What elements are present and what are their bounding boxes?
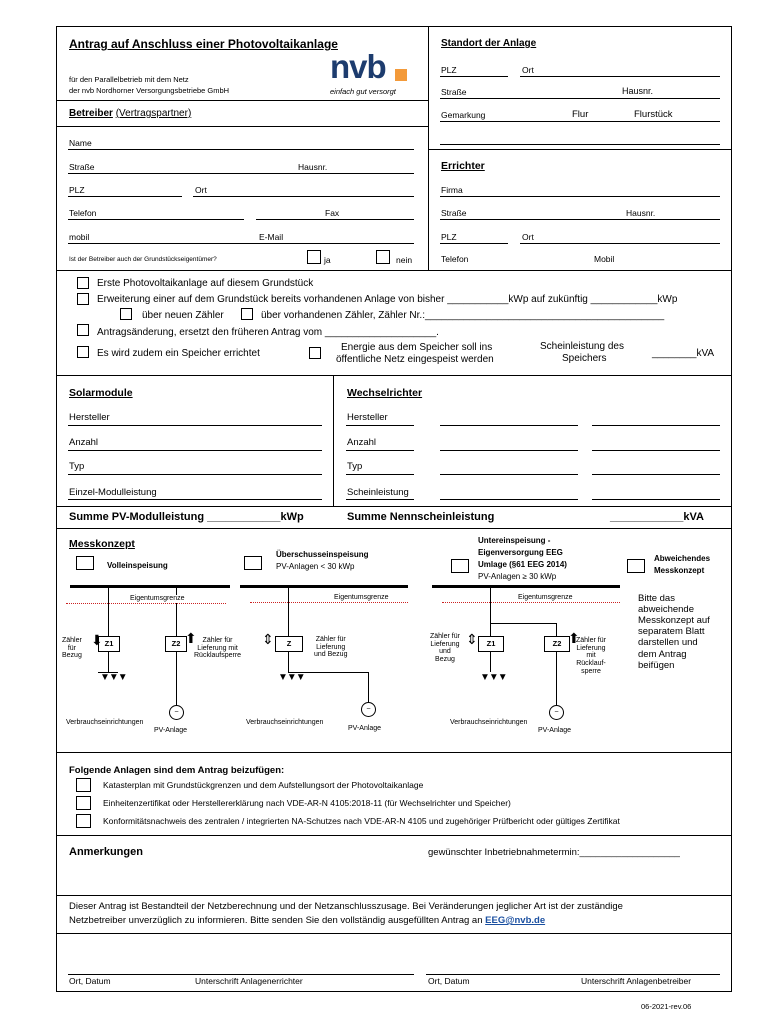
wire: [490, 588, 491, 672]
divider: [56, 126, 428, 127]
solar-typ-label: Typ: [69, 461, 85, 472]
arrow-up-icon: ⬆: [568, 630, 580, 646]
unter-line4: PV-Anlagen ≥ 30 kWp: [478, 572, 557, 581]
signature-line-left[interactable]: [68, 974, 414, 975]
logo-text: nvb: [330, 48, 386, 85]
wr-hersteller-label: Hersteller: [347, 412, 388, 423]
errichter-strasse-field[interactable]: [440, 219, 720, 220]
solar-typ-field[interactable]: [68, 474, 322, 475]
ja-checkbox[interactable]: [307, 250, 321, 264]
arrow-up-icon: ⬆: [185, 630, 197, 646]
errichter-telefon-label: Telefon: [441, 254, 469, 264]
pv-generator-icon: ~: [169, 705, 184, 720]
einzel-label: Einzel-Modulleistung: [69, 487, 157, 498]
vertical-divider: [333, 375, 334, 506]
fax-field[interactable]: [256, 219, 414, 220]
divider: [56, 752, 732, 753]
ja-label: ja: [324, 255, 331, 265]
voll-checkbox[interactable]: [76, 556, 94, 570]
divider: [56, 895, 732, 896]
divider: [56, 506, 732, 507]
zaehler-lb-label: Zähler für Lieferung und Bezug: [314, 636, 348, 659]
flurstueck-label: Flurstück: [634, 109, 673, 120]
email-label: E-Mail: [259, 232, 284, 242]
z2-meter: Z2: [544, 636, 570, 652]
standort-title: Standort der Anlage: [441, 38, 537, 49]
abweichend-checkbox[interactable]: [627, 559, 645, 573]
name-label: Name: [69, 138, 92, 148]
telefon-label: Telefon: [69, 208, 97, 218]
divider: [56, 100, 428, 101]
wire: [368, 672, 369, 702]
wr-anzahl-label: Anzahl: [347, 437, 377, 448]
ort-datum1: Ort, Datum: [69, 976, 111, 986]
neuer-zaehler-checkbox[interactable]: [120, 308, 132, 320]
solar-anzahl-label: Anzahl: [69, 437, 99, 448]
wire: [288, 588, 289, 672]
wire: [490, 623, 556, 624]
pv-label: PV-Anlage: [154, 727, 188, 734]
footer-note-line1: Dieser Antrag ist Bestandteil der Netzberechnung und der Netzanschlusszusage. Bei Veränderungen jeglicher Art ist der zuständige: [69, 901, 623, 912]
diagram-ueberschuss: [240, 585, 410, 741]
ort-field[interactable]: [193, 196, 414, 197]
load-arrows-icon: ▼▼▼: [278, 672, 305, 683]
ueber-checkbox[interactable]: [244, 556, 262, 570]
energie-line2: öffentliche Netz eingespeist werden: [336, 354, 494, 365]
revision-label: 06-2021-rev.06: [641, 1002, 692, 1011]
divider: [56, 270, 732, 271]
nein-label: nein: [396, 255, 413, 265]
unter-checkbox[interactable]: [451, 559, 469, 573]
footer-note-line2-wrap: [69, 916, 545, 927]
wr-field[interactable]: [346, 474, 414, 475]
anlage1-label: Katasterplan mit Grundstückgrenzen und dem Aufstellungsort der Photovoltaikanlage: [103, 780, 424, 790]
divider: [56, 375, 732, 376]
load-arrows-icon: ▼▼▼: [100, 672, 127, 683]
solar-hersteller-field[interactable]: [68, 425, 322, 426]
energie-checkbox[interactable]: [309, 347, 321, 359]
eigentum-label: Eigentumsgrenze: [334, 594, 389, 601]
zaehler-lb2-label: Zähler für Lieferung und Bezug: [430, 633, 460, 664]
betreiber-heading: [69, 108, 191, 119]
diagram-untereinspeisung: [432, 585, 622, 741]
email-link[interactable]: EEG@nvb.de: [485, 915, 546, 926]
strasse-field[interactable]: [68, 173, 414, 174]
zaehler-bezug-label: Zähler für Bezug: [62, 637, 82, 660]
neuer-zaehler-label: über neuen Zähler: [142, 310, 224, 321]
voll-label: Volleinspeisung: [107, 561, 168, 570]
errichter-plz-label: PLZ: [441, 232, 457, 242]
vorhandener-zaehler-label: über vorhandenen Zähler, Zähler Nr.:___________________________________________: [261, 310, 665, 321]
standort-strasse-label: Straße: [441, 87, 467, 97]
divider: [428, 149, 732, 150]
divider: [56, 835, 732, 836]
wr-field[interactable]: [440, 425, 578, 426]
standort-hausnr-label: Hausnr.: [622, 86, 654, 96]
standort-plz-field[interactable]: [440, 76, 508, 77]
arrow-down-icon: ⬇: [91, 632, 103, 648]
messkonzept-title: Messkonzept: [69, 538, 135, 550]
unter-line3: Umlage (§61 EEG 2014): [478, 560, 567, 569]
arrow-updown-icon: ⇕: [262, 631, 274, 647]
wr-field[interactable]: [592, 499, 720, 500]
wr-field[interactable]: [346, 499, 414, 500]
errichter-ort-field[interactable]: [520, 243, 720, 244]
speicher-label: Es wird zudem ein Speicher errichtet: [97, 348, 260, 359]
anlage3-label: Konformitätsnachweis des zentralen / integrierten NA-Schutzes nach VDE-AR-N 4105 und zugehöriger Prüfbericht oder gültiges Zertifikat: [103, 816, 620, 826]
arrow-updown-icon: ⇕: [466, 631, 478, 647]
aenderung-label: Antragsänderung, ersetzt den früheren Antrag vom ____________________.: [97, 327, 439, 338]
z-meter: Z: [275, 636, 303, 652]
firma-label: Firma: [441, 185, 463, 195]
speicher-checkbox[interactable]: [77, 346, 89, 358]
pv-generator-icon: ~: [549, 705, 564, 720]
anlagen-title: Folgende Anlagen sind dem Antrag beizufügen:: [69, 765, 285, 776]
logo-slogan: einfach gut versorgt: [330, 87, 396, 96]
eigentum-label: Eigentumsgrenze: [518, 594, 573, 601]
ueber-line2: PV-Anlagen < 30 kWp: [276, 562, 355, 571]
solar-hersteller-label: Hersteller: [69, 412, 110, 423]
unter-line1: Untereinspeisung -: [478, 536, 551, 545]
divider: [56, 933, 732, 934]
anlage2-label: Einheitenzertifikat oder Herstellererklärung nach VDE-AR-N 4105:2018-11 (für Wechselrichter und Speicher): [103, 798, 511, 808]
verbrauch-label: Verbrauchseinrichtungen: [246, 719, 324, 726]
errichter-strasse-label: Straße: [441, 208, 467, 218]
anlage3-checkbox[interactable]: [76, 814, 91, 828]
plz-field[interactable]: [68, 196, 182, 197]
form-title: Antrag auf Anschluss einer Photovoltaikanlage: [69, 37, 338, 51]
abw-line2: Messkonzept: [654, 566, 705, 575]
erweiterung-checkbox[interactable]: [77, 293, 89, 305]
erste-label: Erste Photovoltaikanlage auf diesem Grundstück: [97, 278, 314, 289]
anlage1-checkbox[interactable]: [76, 778, 91, 792]
wr-schein-label: Scheinleistung: [347, 487, 409, 498]
grid-bar: [70, 585, 230, 588]
zaehler-rueck-label: Zähler für Lieferung mit Rücklaufsperre: [194, 637, 242, 660]
verbrauch-label: Verbrauchseinrichtungen: [66, 719, 144, 726]
owner-question: Ist der Betreiber auch der Grundstückseigentümer?: [69, 256, 217, 263]
nvb-logo: [330, 48, 412, 96]
wr-field[interactable]: [440, 499, 578, 500]
erweiterung-label: Erweiterung einer auf dem Grundstück bereits vorhandenen Anlage von bisher ___________kWp auf zukünftig ____________kWp: [97, 294, 678, 305]
eigentum-line: [66, 603, 226, 604]
ort-label: Ort: [195, 185, 207, 195]
mobil-email-field[interactable]: [68, 243, 414, 244]
pv-label: PV-Anlage: [348, 725, 382, 732]
pv-label: PV-Anlage: [538, 727, 572, 734]
fax-label: Fax: [325, 208, 340, 218]
flur-label: Flur: [572, 109, 589, 120]
anlage2-checkbox[interactable]: [76, 796, 91, 810]
z1-meter: Z1: [478, 636, 504, 652]
zaehler-rueck2-label: Zähler für Lieferung mit Rücklauf- sperre: [576, 637, 606, 675]
name-field[interactable]: [68, 149, 414, 150]
erste-checkbox[interactable]: [77, 277, 89, 289]
standort-ort-label: Ort: [522, 65, 534, 75]
wr-summe-blank: ____________kVA: [610, 511, 704, 523]
wechselrichter-title: Wechselrichter: [347, 387, 423, 399]
diagram-volleinspeisung: [62, 585, 242, 741]
eigentum-line: [250, 602, 408, 603]
ort-datum2: Ort, Datum: [428, 976, 470, 986]
strasse-label: Straße: [69, 162, 95, 172]
gemarkung-label: Gemarkung: [441, 110, 486, 120]
wr-field[interactable]: [592, 425, 720, 426]
mobil-label: mobil: [69, 232, 90, 242]
schein-line2: Speichers: [562, 353, 607, 364]
z2-meter: Z2: [165, 636, 187, 652]
wire: [108, 588, 109, 672]
hausnr-label: Hausnr.: [298, 162, 328, 172]
nein-checkbox[interactable]: [376, 250, 390, 264]
einzel-field[interactable]: [68, 499, 322, 500]
wr-summe: Summe Nennscheinleistung: [347, 511, 495, 523]
errichter-plz-field[interactable]: [440, 243, 508, 244]
grid-bar: [432, 585, 620, 588]
betreiber-title: Betreiber: [69, 108, 113, 119]
errichter-mobil-label: Mobil: [594, 254, 615, 264]
gemarkung-field[interactable]: [440, 121, 720, 122]
standort-plz-label: PLZ: [441, 65, 457, 75]
vorhandener-zaehler-checkbox[interactable]: [241, 308, 253, 320]
grid-bar: [240, 585, 408, 588]
schein-line1: Scheinleistung des: [540, 341, 624, 352]
errichter-ort-label: Ort: [522, 232, 534, 242]
abw-line1: Abweichendes: [654, 554, 711, 563]
standort-ort-field[interactable]: [520, 76, 720, 77]
solar-summe: Summe PV-Modulleistung ____________kWp: [69, 511, 304, 523]
firma-field[interactable]: [440, 196, 720, 197]
load-arrows-icon: ▼▼▼: [480, 672, 507, 683]
signature-line-right[interactable]: [426, 974, 720, 975]
z1-meter: Z1: [98, 636, 120, 652]
pv-generator-icon: ~: [361, 702, 376, 717]
telefon-field[interactable]: [68, 219, 244, 220]
eigentum-label: Eigentumsgrenze: [130, 595, 185, 602]
standort-strasse-field[interactable]: [440, 98, 720, 99]
kva-blank: ________kVA: [652, 348, 715, 359]
errichter-title: Errichter: [441, 160, 485, 172]
subtitle-line1: für den Parallelbetrieb mit dem Netz: [69, 75, 189, 84]
wr-field[interactable]: [346, 450, 414, 451]
termin-label: gewünschter Inbetriebnahmetermin:___________________: [428, 847, 680, 858]
subtitle-line2: der nvb Nordhorner Versorgungsbetriebe GmbH: [69, 86, 230, 95]
wr-typ-label: Typ: [347, 461, 363, 472]
bitte-text: Bitte das abweichende Messkonzept auf separatem Blatt darstellen und dem Antrag beifügen: [638, 593, 710, 671]
errichter-hausnr-label: Hausnr.: [626, 208, 656, 218]
unter-line2: Eigenversorgung EEG: [478, 548, 563, 557]
wr-field[interactable]: [346, 425, 414, 426]
wr-field[interactable]: [440, 450, 578, 451]
logo-square-icon: [395, 69, 407, 81]
unterschrift-errichter: Unterschrift Anlagenerrichter: [195, 976, 303, 986]
ueber-line1: Überschusseinspeisung: [276, 550, 369, 559]
divider: [56, 528, 732, 529]
wr-field[interactable]: [592, 450, 720, 451]
standort-extra-field[interactable]: [440, 144, 720, 145]
solar-anzahl-field[interactable]: [68, 450, 322, 451]
wr-field[interactable]: [592, 474, 720, 475]
eigentum-line: [442, 602, 620, 603]
anmerkungen-title: Anmerkungen: [69, 846, 143, 858]
wr-field[interactable]: [440, 474, 578, 475]
betreiber-suffix: (Vertragspartner): [115, 108, 192, 119]
verbrauch-label: Verbrauchseinrichtungen: [450, 719, 528, 726]
plz-label: PLZ: [69, 185, 85, 195]
unterschrift-betreiber: Unterschrift Anlagenbetreiber: [581, 976, 692, 986]
vertical-divider: [428, 26, 429, 270]
solarmodule-title: Solarmodule: [69, 387, 133, 399]
footer-note-line2: Netzbetreiber unverzüglich zu informieren. Bitte senden Sie den vollständig ausgefüllten Antrag an: [69, 915, 483, 926]
aenderung-checkbox[interactable]: [77, 324, 89, 336]
energie-line1: Energie aus dem Speicher soll ins: [341, 342, 493, 353]
